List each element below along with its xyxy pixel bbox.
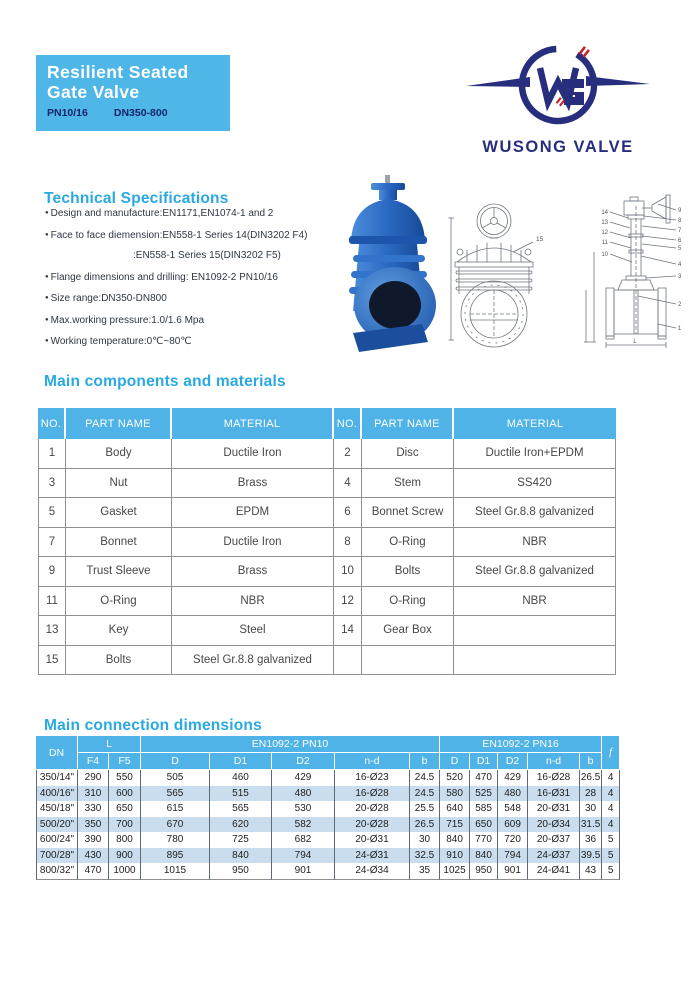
logo-company-name: WUSONG VALVE	[482, 138, 634, 156]
component-row: 13 Key Steel 14 Gear Box	[38, 616, 616, 646]
part-label: 9	[678, 208, 682, 214]
col-header-d: D	[440, 753, 470, 770]
title-subtitle	[47, 107, 219, 119]
components-table-body	[38, 439, 616, 675]
tech-specs-heading: Technical Specifications	[44, 189, 229, 207]
col-header-part-name: PART NAME	[362, 408, 454, 439]
component-row: 9 Trust Sleeve Brass 10 Bolts Steel Gr.8.8 galvanized	[38, 557, 616, 587]
spec-item: ● Size range:DN350-DN800	[45, 293, 167, 304]
dimensions-heading: Main connection dimensions	[44, 716, 262, 734]
col-header-b: b	[410, 753, 440, 770]
col-header-d1: D1	[470, 753, 498, 770]
front-view-drawing	[447, 200, 547, 352]
part-label: 15	[536, 236, 544, 243]
col-group-pn16: EN1092-2 PN16	[440, 736, 602, 753]
col-group-pn10: EN1092-2 PN10	[141, 736, 440, 753]
components-table-header	[38, 408, 616, 439]
part-label: 14	[601, 210, 608, 216]
page-title-line1: Resilient Seated	[47, 62, 189, 82]
side-section-drawing	[558, 192, 698, 352]
dimension-row: 500/20" 350 700 670 620 582 20-Ø28 26.5 715 650 609 20-Ø34 31.5 4	[36, 817, 620, 833]
col-header-nd: n-d	[528, 753, 580, 770]
part-label: 13	[601, 220, 608, 226]
spec-item: ● Face to face diemension:EN558-1 Series 14(DIN3202 F4)	[45, 229, 308, 241]
col-header-d1: D1	[210, 753, 272, 770]
dimension-row: 450/18" 330 650 615 565 530 20-Ø28 25.5 640 585 548 20-Ø31 30 4	[36, 801, 620, 817]
tech-specs-list	[45, 203, 355, 353]
col-header-f: f	[602, 736, 620, 770]
col-header-d2: D2	[272, 753, 335, 770]
col-header-d2: D2	[498, 753, 528, 770]
subtitle-pn: PN10/16	[47, 106, 88, 119]
col-header-material: MATERIAL	[172, 408, 334, 439]
col-header-nd: n-d	[335, 753, 410, 770]
part-label: 4	[678, 262, 682, 268]
dimension-label: L	[633, 339, 637, 345]
part-label: 6	[678, 238, 682, 244]
component-row: 5 Gasket EPDM 6 Bonnet Screw Steel Gr.8.8 galvanized	[38, 498, 616, 528]
spec-item: ● Design and manufacture:EN1171,EN1074-1 and 2	[45, 208, 274, 219]
dimension-row: 400/16" 310 600 565 515 480 16-Ø28 24.5 580 525 480 16-Ø31 28 4	[36, 786, 620, 802]
component-row: 3 Nut Brass 4 Stem SS420	[38, 469, 616, 499]
component-row: 11 O-Ring NBR 12 O-Ring NBR	[38, 587, 616, 617]
components-heading: Main components and materials	[44, 372, 286, 390]
bullet-icon: ●	[45, 273, 49, 280]
page-title-line2: Gate Valve	[47, 82, 140, 103]
part-label: 12	[601, 230, 608, 236]
valve-photo	[332, 173, 445, 355]
col-header-no: NO.	[38, 408, 66, 439]
part-label: 5	[678, 246, 682, 252]
col-group-l: L	[78, 736, 141, 753]
bullet-icon: ●	[45, 316, 49, 323]
bullet-icon: ●	[45, 295, 49, 301]
bullet-icon: ●	[45, 231, 49, 238]
components-table	[38, 408, 616, 675]
part-label: 7	[678, 228, 682, 234]
dimensions-table-header	[36, 736, 620, 770]
component-row: 15 Bolts Steel Gr.8.8 galvanized	[38, 646, 616, 676]
dimensions-table	[36, 736, 620, 880]
part-label: 2	[678, 302, 682, 308]
part-label: 8	[678, 218, 682, 224]
logo-mark-icon	[460, 40, 656, 132]
col-header-no: NO.	[334, 408, 362, 439]
col-header-dn: DN	[36, 736, 78, 770]
bullet-icon: ●	[45, 338, 49, 344]
subtitle-dn: DN350-800	[113, 106, 168, 119]
title-block	[36, 55, 230, 131]
spec-item: ● Working temperature:0℃~80℃	[45, 336, 192, 347]
dimension-row: 700/28" 430 900 895 840 794 24-Ø31 32.5 910 840 794 24-Ø37 39.5 5	[36, 848, 620, 864]
col-header-f5: F5	[109, 753, 141, 770]
company-logo	[460, 40, 656, 157]
dimension-row: 600/24" 390 800 780 725 682 20-Ø31 30 840 770 720 20-Ø37 36 5	[36, 832, 620, 848]
col-header-f4: F4	[78, 753, 109, 770]
part-label: 11	[601, 240, 608, 246]
part-label: 3	[678, 274, 682, 280]
component-row: 1 Body Ductile Iron 2 Disc Ductile Iron+EPDM	[38, 439, 616, 469]
dimension-row: 800/32" 470 1000 1015 950 901 24-Ø34 35 1025 950 901 24-Ø41 43 5	[36, 863, 620, 880]
bullet-icon: ●	[45, 210, 49, 216]
part-label: 10	[601, 252, 608, 258]
spec-item: :EN558-1 Series 15(DIN3202 F5)	[133, 250, 281, 261]
component-row: 7 Bonnet Ductile Iron 8 O-Ring NBR	[38, 528, 616, 558]
col-header-material: MATERIAL	[454, 408, 616, 439]
dimensions-table-body	[36, 770, 620, 880]
spec-item: ● Max.working pressure:1.0/1.6 Mpa	[45, 314, 205, 326]
col-header-d: D	[141, 753, 210, 770]
col-header-part-name: PART NAME	[66, 408, 172, 439]
dimension-row: 350/14" 290 550 505 460 429 16-Ø23 24.5 520 470 429 16-Ø28 26.5 4	[36, 770, 620, 786]
spec-item: ● Flange dimensions and drilling: EN1092-2 PN10/16	[45, 271, 278, 283]
col-header-b: b	[580, 753, 602, 770]
part-label: 1	[678, 326, 682, 332]
